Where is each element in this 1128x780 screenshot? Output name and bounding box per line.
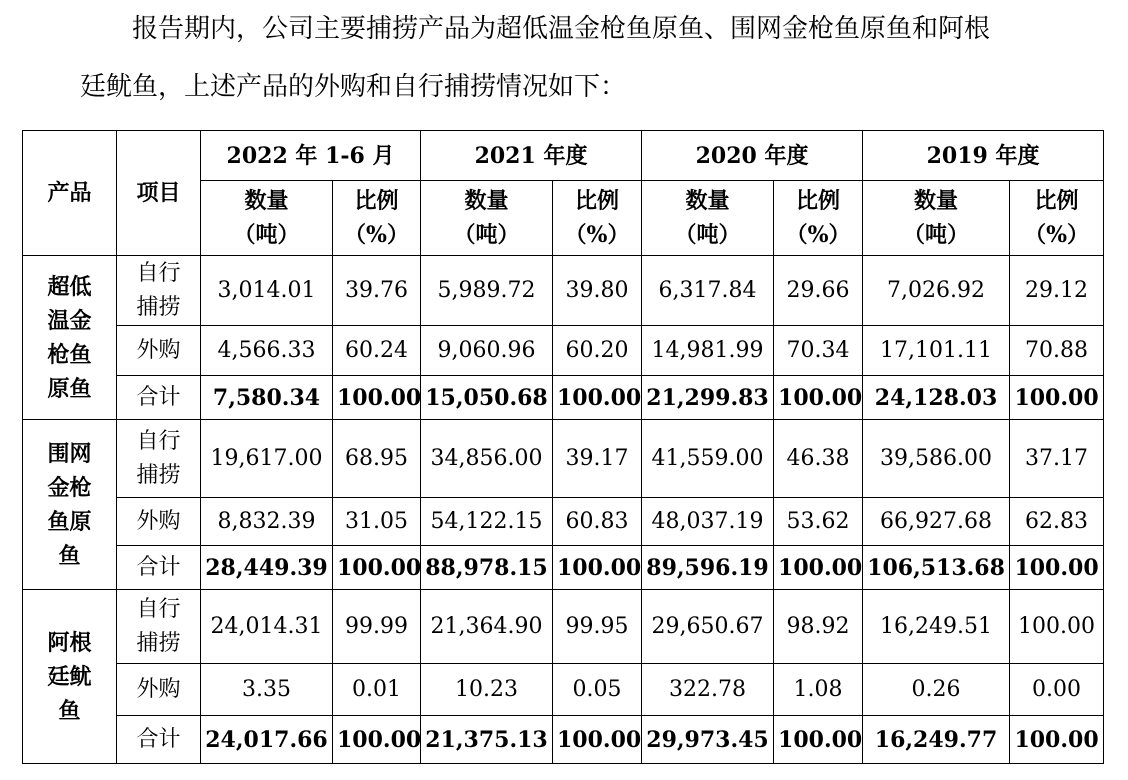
item-name-line: 自行 xyxy=(136,260,181,286)
ratio-cell: 60.24 xyxy=(333,326,421,376)
header-quantity-label: 数量 xyxy=(685,188,730,214)
header-ratio-percent xyxy=(553,181,642,256)
quantity-cell: 9,060.96 xyxy=(421,326,553,376)
item-name-cell xyxy=(117,498,201,546)
quantity-cell: 54,122.15 xyxy=(421,498,553,546)
item-name-line: 自行 xyxy=(136,428,181,454)
table-row xyxy=(23,256,1104,326)
product-name-line: 围网 xyxy=(47,440,92,467)
item-name-cell xyxy=(117,716,201,764)
ratio-cell: 70.88 xyxy=(1010,326,1104,376)
ratio-cell: 1.08 xyxy=(774,664,863,716)
table-row xyxy=(23,590,1104,664)
quantity-cell: 48,037.19 xyxy=(642,498,774,546)
quantity-cell: 3.35 xyxy=(201,664,333,716)
product-name-line: 原鱼 xyxy=(47,375,92,402)
product-name-cell xyxy=(23,256,117,420)
product-name-cell xyxy=(23,590,117,764)
header-quantity-unit: （吨） xyxy=(903,222,970,248)
item-name-line: 捕捞 xyxy=(136,462,181,488)
product-name-line: 金枪 xyxy=(47,474,92,501)
product-name-line: 温金 xyxy=(47,307,92,334)
item-name-cell xyxy=(117,326,201,376)
quantity-cell: 21,299.83 xyxy=(642,376,774,420)
quantity-cell: 19,617.00 xyxy=(201,420,333,498)
ratio-cell: 100.00 xyxy=(1010,546,1104,590)
header-item: 项目 xyxy=(117,131,201,256)
quantity-cell: 10.23 xyxy=(421,664,553,716)
quantity-cell: 34,856.00 xyxy=(421,420,553,498)
product-name-line: 廷鱿 xyxy=(47,663,92,690)
quantity-cell: 15,050.68 xyxy=(421,376,553,420)
quantity-cell: 41,559.00 xyxy=(642,420,774,498)
quantity-cell: 5,989.72 xyxy=(421,256,553,326)
ratio-cell: 100.00 xyxy=(774,376,863,420)
header-period-2020: 2020 年度 xyxy=(642,131,863,181)
quantity-cell: 16,249.77 xyxy=(863,716,1010,764)
ratio-cell: 100.00 xyxy=(774,546,863,590)
quantity-cell: 29,650.67 xyxy=(642,590,774,664)
item-name-line: 自行 xyxy=(136,596,181,622)
header-ratio-percent xyxy=(333,181,421,256)
item-name-line: 合计 xyxy=(136,554,181,580)
header-quantity-unit: （吨） xyxy=(453,222,520,248)
ratio-cell: 70.34 xyxy=(774,326,863,376)
quantity-cell: 6,317.84 xyxy=(642,256,774,326)
item-name-line: 捕捞 xyxy=(136,294,181,320)
ratio-cell: 62.83 xyxy=(1010,498,1104,546)
ratio-cell: 100.00 xyxy=(1010,590,1104,664)
quantity-cell: 29,973.45 xyxy=(642,716,774,764)
header-quantity-label: 数量 xyxy=(464,188,509,214)
item-name-cell xyxy=(117,256,201,326)
table-row xyxy=(23,376,1104,420)
header-ratio-unit: （%） xyxy=(564,222,630,248)
ratio-cell: 29.12 xyxy=(1010,256,1104,326)
quantity-cell: 0.26 xyxy=(863,664,1010,716)
product-name-line: 阿根 xyxy=(47,629,92,656)
quantity-cell: 3,014.01 xyxy=(201,256,333,326)
ratio-cell: 46.38 xyxy=(774,420,863,498)
ratio-cell: 100.00 xyxy=(333,546,421,590)
quantity-cell: 21,375.13 xyxy=(421,716,553,764)
product-name-line: 枪鱼 xyxy=(47,341,92,368)
header-ratio-label: 比例 xyxy=(354,188,399,214)
item-name-line: 合计 xyxy=(136,384,181,410)
table-row xyxy=(23,498,1104,546)
ratio-cell: 99.99 xyxy=(333,590,421,664)
item-name-cell xyxy=(117,546,201,590)
product-name-line: 鱼原 xyxy=(47,508,92,535)
table-row xyxy=(23,546,1104,590)
header-ratio-unit: （%） xyxy=(785,222,851,248)
intro-line-1: 报告期内，公司主要捕捞产品为超低温金枪鱼原鱼、围网金枪鱼原鱼和阿根 xyxy=(132,14,991,44)
header-quantity-label: 数量 xyxy=(244,188,289,214)
ratio-cell: 37.17 xyxy=(1010,420,1104,498)
ratio-cell: 98.92 xyxy=(774,590,863,664)
table-row xyxy=(23,420,1104,498)
quantity-cell: 24,014.31 xyxy=(201,590,333,664)
ratio-cell: 60.83 xyxy=(553,498,642,546)
header-quantity-unit: （吨） xyxy=(674,222,741,248)
header-ratio-label: 比例 xyxy=(1034,188,1079,214)
header-quantity-ton xyxy=(201,181,333,256)
table-row xyxy=(23,664,1104,716)
quantity-cell: 24,017.66 xyxy=(201,716,333,764)
item-name-line: 外购 xyxy=(136,508,181,534)
item-name-cell xyxy=(117,664,201,716)
quantity-cell: 7,026.92 xyxy=(863,256,1010,326)
quantity-cell: 106,513.68 xyxy=(863,546,1010,590)
ratio-cell: 39.76 xyxy=(333,256,421,326)
header-quantity-ton xyxy=(421,181,553,256)
ratio-cell: 68.95 xyxy=(333,420,421,498)
header-quantity-ton xyxy=(642,181,774,256)
product-name-line: 超低 xyxy=(47,273,92,300)
item-name-line: 合计 xyxy=(136,726,181,752)
ratio-cell: 39.17 xyxy=(553,420,642,498)
header-ratio-percent xyxy=(774,181,863,256)
ratio-cell: 100.00 xyxy=(553,716,642,764)
header-ratio-unit: （%） xyxy=(1024,222,1089,248)
header-ratio-label: 比例 xyxy=(575,188,620,214)
quantity-cell: 88,978.15 xyxy=(421,546,553,590)
ratio-cell: 0.00 xyxy=(1010,664,1104,716)
quantity-cell: 39,586.00 xyxy=(863,420,1010,498)
item-name-cell xyxy=(117,420,201,498)
ratio-cell: 39.80 xyxy=(553,256,642,326)
ratio-cell: 53.62 xyxy=(774,498,863,546)
ratio-cell: 100.00 xyxy=(553,376,642,420)
ratio-cell: 60.20 xyxy=(553,326,642,376)
quantity-cell: 8,832.39 xyxy=(201,498,333,546)
item-name-line: 外购 xyxy=(136,676,181,702)
ratio-cell: 0.01 xyxy=(333,664,421,716)
header-period-2022h1: 2022 年 1-6 月 xyxy=(201,131,421,181)
capture-purchase-table xyxy=(22,130,1104,764)
product-name-line: 鱼 xyxy=(58,697,81,724)
header-product: 产品 xyxy=(23,131,117,256)
item-name-cell xyxy=(117,590,201,664)
ratio-cell: 100.00 xyxy=(333,376,421,420)
quantity-cell: 89,596.19 xyxy=(642,546,774,590)
ratio-cell: 0.05 xyxy=(553,664,642,716)
intro-line-2: 廷鱿鱼，上述产品的外购和自行捕捞情况如下： xyxy=(80,72,627,102)
ratio-cell: 29.66 xyxy=(774,256,863,326)
quantity-cell: 322.78 xyxy=(642,664,774,716)
table-row xyxy=(23,716,1104,764)
quantity-cell: 17,101.11 xyxy=(863,326,1010,376)
header-ratio-unit: （%） xyxy=(344,222,409,248)
ratio-cell: 99.95 xyxy=(553,590,642,664)
quantity-cell: 24,128.03 xyxy=(863,376,1010,420)
header-quantity-label: 数量 xyxy=(914,188,959,214)
ratio-cell: 100.00 xyxy=(1010,376,1104,420)
ratio-cell: 100.00 xyxy=(333,716,421,764)
quantity-cell: 4,566.33 xyxy=(201,326,333,376)
item-name-line: 捕捞 xyxy=(136,630,181,656)
header-quantity-ton xyxy=(863,181,1010,256)
header-period-2021: 2021 年度 xyxy=(421,131,642,181)
table-row xyxy=(23,326,1104,376)
item-name-line: 外购 xyxy=(136,337,181,363)
product-name-cell xyxy=(23,420,117,590)
ratio-cell: 100.00 xyxy=(1010,716,1104,764)
quantity-cell: 7,580.34 xyxy=(201,376,333,420)
header-quantity-unit: （吨） xyxy=(233,222,300,248)
ratio-cell: 100.00 xyxy=(774,716,863,764)
ratio-cell: 100.00 xyxy=(553,546,642,590)
item-name-cell xyxy=(117,376,201,420)
header-ratio-percent xyxy=(1010,181,1104,256)
header-ratio-label: 比例 xyxy=(796,188,841,214)
quantity-cell: 28,449.39 xyxy=(201,546,333,590)
quantity-cell: 14,981.99 xyxy=(642,326,774,376)
quantity-cell: 16,249.51 xyxy=(863,590,1010,664)
header-period-2019: 2019 年度 xyxy=(863,131,1104,181)
quantity-cell: 66,927.68 xyxy=(863,498,1010,546)
product-name-line: 鱼 xyxy=(58,542,81,569)
ratio-cell: 31.05 xyxy=(333,498,421,546)
quantity-cell: 21,364.90 xyxy=(421,590,553,664)
